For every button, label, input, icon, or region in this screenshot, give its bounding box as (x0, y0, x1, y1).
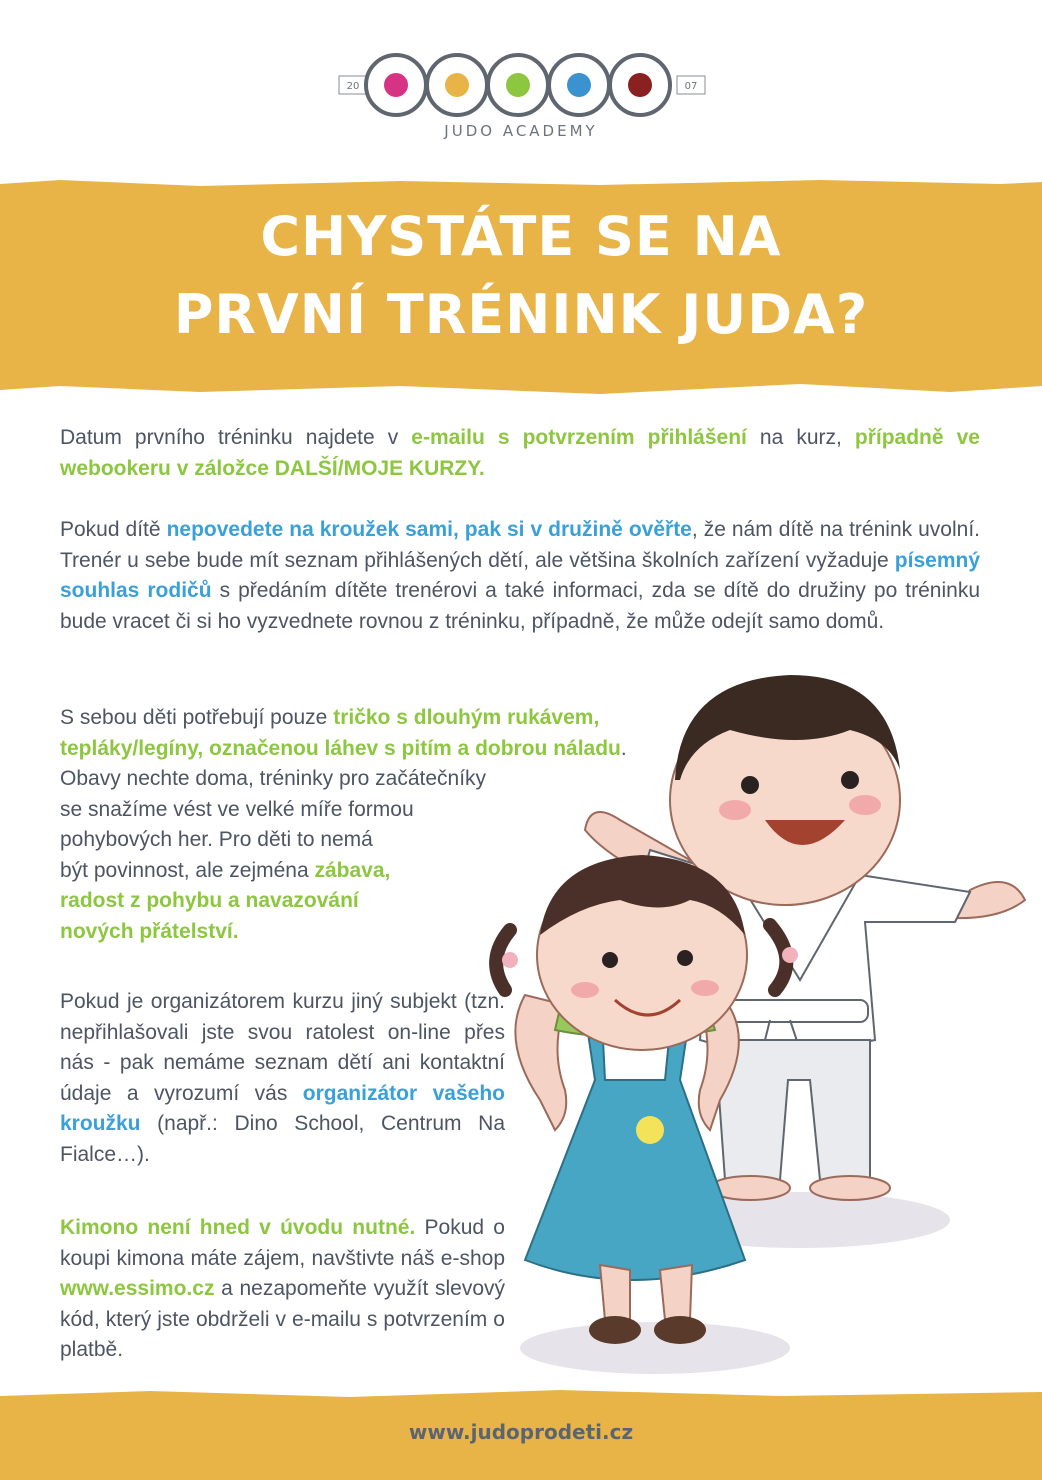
p3-line-4: být povinnost, ale zejména (60, 858, 315, 882)
p3-highlight-fun: zábava, (314, 858, 391, 882)
paragraph-what-to-bring (60, 703, 670, 947)
p3-highlight-joy: radost z pohybu a navazování (60, 889, 359, 912)
p2-text-1: Pokud dítě (60, 518, 167, 541)
p3-highlight-clothes: tričko s dlouhým rukávem, tepláky/legíny, označenou láhev s pitím a dobrou náladu (60, 706, 621, 760)
p3-text-1: S sebou děti potřebují pouze (60, 706, 334, 729)
p3-highlight-friendships: nových přátelství. (60, 919, 239, 943)
judo-academy-logo (0, 0, 1042, 150)
p4-text-2: (např.: Dino School, Centrum Na Fialce…). (60, 1112, 505, 1166)
title-line-2: PRVNÍ TRÉNINK JUDA? (173, 283, 869, 346)
logo-dot-4 (628, 73, 652, 97)
logo-name: JUDO ACADEMY (444, 122, 598, 140)
p2-highlight-club: nepovedete na kroužek sami, pak si v družině ověřte (166, 518, 692, 541)
paragraph-other-organizer (60, 987, 505, 1170)
p1-highlight-email: e-mailu s potvrzením přihlášení (411, 426, 747, 449)
page-title (0, 198, 1042, 354)
logo-year-right: 07 (684, 81, 698, 92)
p3-text-2: . (620, 736, 627, 760)
logo-rings (339, 55, 705, 115)
p5-text-1: Pokud o koupi kimona máte zájem, navštivte náš e-shop (60, 1216, 505, 1270)
logo-dot-0 (384, 73, 408, 97)
p3-line-3: pohybových her. Pro děti to nemá (60, 828, 373, 851)
paragraph-kimono (60, 1213, 505, 1366)
p1-text-2: na kurz, (746, 426, 855, 449)
p5-text-2: a nezapomeňte využít slevový kód, který jste obdrželi v e-mailu s potvrzením o platbě. (60, 1277, 505, 1361)
p4-highlight-organizer: organizátor vašeho kroužku (60, 1081, 505, 1135)
paragraph-after-school-club (60, 515, 980, 637)
p2-text-2: , že nám dítě na trénink uvolní. Trenér u sebe bude mít seznam přihlášených dětí, ale většina školních zařízení vyžaduje (60, 518, 980, 572)
logo-dot-3 (567, 73, 591, 97)
p5-highlight-kimono: Kimono není hned v úvodu nutné. (60, 1216, 416, 1239)
title-line-1: CHYSTÁTE SE NA (260, 205, 782, 268)
paragraph-first-training-date (60, 423, 980, 484)
p1-text-1: Datum prvního tréninku najdete v (60, 426, 412, 449)
logo-dot-1 (445, 73, 469, 97)
logo-dot-2 (506, 73, 530, 97)
eshop-link[interactable]: www.essimo.cz (60, 1277, 215, 1300)
footer-website-link[interactable]: www.judoprodeti.cz (408, 1420, 634, 1444)
p3-line-1: Obavy nechte doma, tréninky pro začátečníky (60, 767, 487, 790)
p2-highlight-consent: písemný souhlas rodičů (60, 548, 980, 602)
p4-text-1: Pokud je organizátorem kurzu jiný subjekt (tzn. nepřihlašovali jste svou ratolest on-line přes nás - pak nemáme seznam dětí ani kontaktní údaje a vyrozumí vás (60, 990, 505, 1105)
p1-highlight-webooker: případně ve webookeru v záložce DALŠÍ/MOJE KURZY. (60, 426, 980, 480)
p2-text-3: s předáním dítěte trenérovi a také informaci, zda se dítě do družiny po tréninku bude vracet či si ho vyzvednete rovnou z tréninku, případně, že může odejít samo domů. (60, 579, 981, 633)
p3-line-2: se snažíme vést ve velké míře formou (60, 797, 414, 821)
logo-year-left: 20 (346, 81, 360, 92)
